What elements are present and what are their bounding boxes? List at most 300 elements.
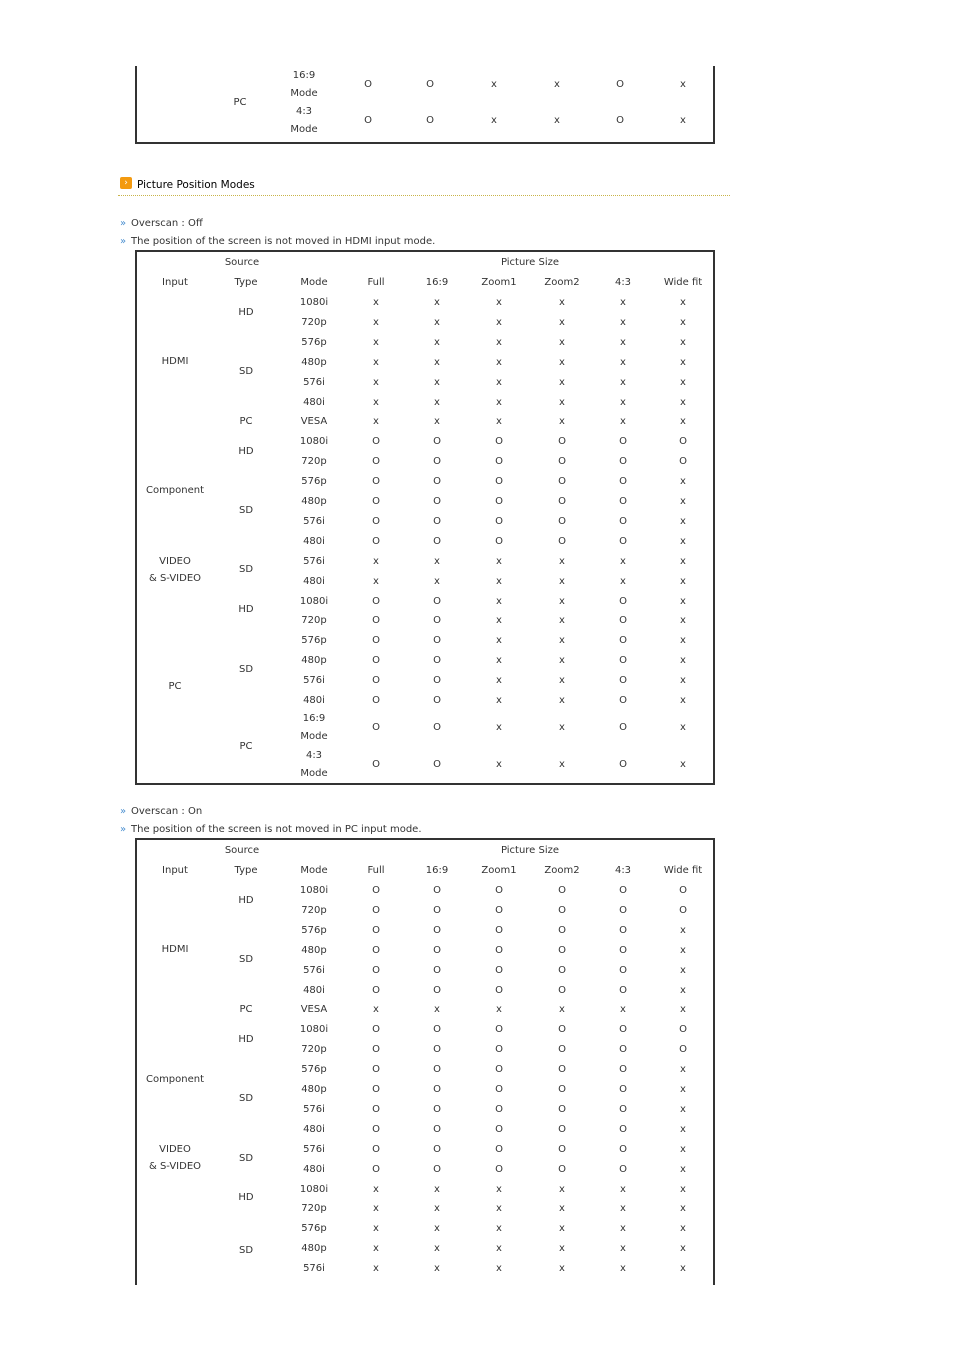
value-cell: x bbox=[620, 1223, 626, 1235]
value-cell: O bbox=[619, 655, 627, 667]
value-cell: O bbox=[426, 79, 434, 90]
value-cell: O bbox=[558, 456, 566, 468]
value-cell: x bbox=[373, 1263, 379, 1275]
type-header: Type bbox=[234, 865, 258, 876]
input-header: Input bbox=[162, 865, 188, 876]
mode-cell: 16:9 bbox=[302, 713, 326, 724]
value-cell: O bbox=[495, 1084, 503, 1095]
mode-cell: 480p bbox=[301, 356, 327, 368]
value-cell: O bbox=[372, 695, 380, 706]
double-chevron-icon: » bbox=[120, 824, 127, 835]
value-cell: x bbox=[680, 1263, 686, 1275]
value-cell: x bbox=[680, 396, 686, 408]
value-cell: O bbox=[495, 924, 503, 936]
value-cell: x bbox=[680, 759, 686, 770]
value-cell: O bbox=[433, 1163, 441, 1175]
mode-cell: 1080i bbox=[299, 1024, 329, 1036]
value-cell: O bbox=[679, 885, 687, 896]
value-cell: x bbox=[434, 336, 440, 348]
value-cell: x bbox=[680, 964, 686, 976]
value-cell: O bbox=[495, 1024, 503, 1036]
mode-cell: 480i bbox=[303, 695, 325, 706]
picture-size-col-header: 4:3 bbox=[614, 865, 632, 876]
value-cell: x bbox=[434, 1183, 440, 1195]
value-cell: x bbox=[373, 1004, 379, 1016]
mode-cell: 720p bbox=[301, 316, 327, 328]
mode-cell: 480i bbox=[303, 575, 325, 587]
value-cell: x bbox=[620, 1203, 626, 1215]
value-cell: O bbox=[619, 595, 627, 607]
type-cell: PC bbox=[239, 741, 253, 752]
mode-cell: 720p bbox=[301, 1044, 327, 1056]
value-cell: O bbox=[619, 1103, 627, 1115]
input-cell: PC bbox=[168, 681, 182, 692]
value-cell: x bbox=[620, 376, 626, 388]
type-cell: SD bbox=[238, 564, 254, 575]
value-cell: x bbox=[620, 416, 626, 428]
value-cell: x bbox=[434, 416, 440, 428]
picture-size-col-header: Full bbox=[367, 865, 385, 876]
value-cell: O bbox=[558, 904, 566, 916]
mode-cell: 576i bbox=[303, 1143, 325, 1155]
value-cell: O bbox=[433, 675, 441, 687]
type-cell: HD bbox=[238, 604, 254, 615]
value-cell: O bbox=[372, 944, 380, 956]
value-cell: x bbox=[559, 376, 565, 388]
overscan-on-description: » The position of the screen is not moved in PC input mode. bbox=[120, 824, 422, 835]
value-cell: O bbox=[619, 456, 627, 468]
value-cell: O bbox=[558, 476, 566, 488]
value-cell: x bbox=[373, 356, 379, 368]
value-cell: O bbox=[616, 115, 624, 126]
value-cell: O bbox=[433, 496, 441, 507]
mode-cell: 576p bbox=[301, 476, 327, 488]
input-cell: PC bbox=[233, 97, 247, 108]
value-cell: x bbox=[496, 655, 502, 667]
value-cell: O bbox=[558, 964, 566, 976]
value-cell: x bbox=[496, 297, 502, 308]
pc-table-fragment bbox=[135, 66, 715, 144]
value-cell: x bbox=[496, 1004, 502, 1016]
mode-cell: 720p bbox=[301, 456, 327, 468]
value-cell: x bbox=[491, 79, 497, 90]
picture-size-col-header: Wide fit bbox=[663, 865, 703, 876]
value-cell: x bbox=[680, 655, 686, 667]
value-cell: O bbox=[619, 476, 627, 488]
value-cell: x bbox=[680, 555, 686, 567]
value-cell: O bbox=[495, 944, 503, 956]
chevron-right-icon: › bbox=[120, 177, 132, 189]
value-cell: x bbox=[559, 1183, 565, 1195]
value-cell: x bbox=[434, 297, 440, 308]
value-cell: x bbox=[680, 1203, 686, 1215]
value-cell: x bbox=[496, 396, 502, 408]
mode-cell: 720p bbox=[301, 1203, 327, 1215]
value-cell: x bbox=[496, 575, 502, 587]
overscan-on-table bbox=[135, 838, 715, 1285]
value-cell: x bbox=[496, 416, 502, 428]
type-cell: SD bbox=[238, 954, 254, 965]
value-cell: O bbox=[364, 79, 372, 90]
value-cell: x bbox=[559, 336, 565, 348]
value-cell: O bbox=[433, 695, 441, 706]
value-cell: O bbox=[558, 1123, 566, 1135]
value-cell: x bbox=[620, 336, 626, 348]
mode-cell: Mode bbox=[290, 124, 318, 135]
value-cell: O bbox=[679, 1044, 687, 1056]
value-cell: x bbox=[496, 759, 502, 770]
value-cell: x bbox=[680, 575, 686, 587]
value-cell: O bbox=[558, 436, 566, 448]
value-cell: O bbox=[619, 1064, 627, 1076]
value-cell: x bbox=[434, 356, 440, 368]
value-cell: x bbox=[680, 1064, 686, 1076]
value-cell: x bbox=[680, 615, 686, 627]
type-cell: PC bbox=[239, 1004, 253, 1015]
value-cell: x bbox=[559, 1263, 565, 1275]
value-cell: x bbox=[680, 924, 686, 936]
value-cell: O bbox=[433, 759, 441, 770]
mode-cell: 480p bbox=[301, 496, 327, 507]
value-cell: O bbox=[433, 944, 441, 956]
input-cell: Component bbox=[145, 485, 205, 496]
picture-size-col-header: Zoom2 bbox=[544, 865, 580, 876]
value-cell: x bbox=[680, 722, 686, 733]
value-cell: x bbox=[680, 297, 686, 308]
value-cell: O bbox=[433, 595, 441, 607]
value-cell: O bbox=[558, 496, 566, 507]
value-cell: O bbox=[495, 1103, 503, 1115]
value-cell: x bbox=[559, 316, 565, 328]
value-cell: x bbox=[559, 595, 565, 607]
value-cell: O bbox=[433, 1064, 441, 1076]
input-cell: HDMI bbox=[161, 944, 189, 955]
value-cell: O bbox=[558, 885, 566, 896]
value-cell: O bbox=[372, 1044, 380, 1056]
value-cell: x bbox=[434, 316, 440, 328]
value-cell: x bbox=[496, 1243, 502, 1255]
value-cell: O bbox=[433, 904, 441, 916]
value-cell: O bbox=[495, 1044, 503, 1056]
value-cell: O bbox=[372, 722, 380, 733]
type-cell: SD bbox=[238, 664, 254, 675]
value-cell: O bbox=[372, 1064, 380, 1076]
value-cell: O bbox=[619, 885, 627, 896]
value-cell: x bbox=[496, 555, 502, 567]
type-cell: SD bbox=[238, 366, 254, 377]
value-cell: x bbox=[620, 356, 626, 368]
value-cell: O bbox=[372, 456, 380, 468]
value-cell: O bbox=[619, 1044, 627, 1056]
value-cell: O bbox=[558, 1163, 566, 1175]
value-cell: x bbox=[496, 1203, 502, 1215]
value-cell: x bbox=[680, 115, 686, 126]
value-cell: x bbox=[680, 79, 686, 90]
mode-cell: 480p bbox=[301, 944, 327, 956]
value-cell: x bbox=[434, 1203, 440, 1215]
picture-size-col-header: 16:9 bbox=[425, 865, 449, 876]
mode-cell: 576i bbox=[303, 555, 325, 567]
overscan-off-description: » The position of the screen is not moved in HDMI input mode. bbox=[120, 236, 436, 247]
value-cell: O bbox=[433, 964, 441, 976]
value-cell: x bbox=[496, 595, 502, 607]
value-cell: O bbox=[372, 1143, 380, 1155]
value-cell: x bbox=[680, 1084, 686, 1095]
value-cell: x bbox=[680, 1103, 686, 1115]
value-cell: x bbox=[496, 695, 502, 706]
value-cell: O bbox=[619, 635, 627, 647]
value-cell: x bbox=[559, 416, 565, 428]
value-cell: x bbox=[620, 555, 626, 567]
value-cell: O bbox=[495, 535, 503, 547]
value-cell: O bbox=[433, 1044, 441, 1056]
value-cell: O bbox=[433, 635, 441, 647]
value-cell: x bbox=[680, 336, 686, 348]
value-cell: O bbox=[433, 924, 441, 936]
value-cell: O bbox=[679, 456, 687, 468]
type-cell: HD bbox=[238, 446, 254, 457]
value-cell: O bbox=[433, 456, 441, 468]
value-cell: O bbox=[616, 79, 624, 90]
section-title: Picture Position Modes bbox=[137, 179, 255, 191]
mode-cell: 480p bbox=[301, 655, 327, 667]
value-cell: x bbox=[559, 356, 565, 368]
mode-cell: 576i bbox=[303, 675, 325, 687]
picture-size-col-header: 16:9 bbox=[425, 277, 449, 288]
mode-cell: VESA bbox=[300, 1004, 328, 1016]
value-cell: x bbox=[620, 575, 626, 587]
value-cell: O bbox=[619, 1163, 627, 1175]
value-cell: x bbox=[559, 297, 565, 308]
value-cell: x bbox=[373, 575, 379, 587]
value-cell: O bbox=[495, 496, 503, 507]
value-cell: O bbox=[372, 515, 380, 527]
source-header: Source bbox=[224, 257, 260, 268]
value-cell: O bbox=[433, 476, 441, 488]
mode-cell: 576p bbox=[301, 1223, 327, 1235]
value-cell: x bbox=[680, 356, 686, 368]
mode-header: Mode bbox=[300, 865, 328, 876]
value-cell: x bbox=[680, 1223, 686, 1235]
value-cell: O bbox=[372, 904, 380, 916]
value-cell: x bbox=[559, 655, 565, 667]
picture-size-header: Picture Size bbox=[500, 845, 560, 856]
mode-cell: Mode bbox=[290, 88, 318, 99]
value-cell: x bbox=[434, 376, 440, 388]
value-cell: O bbox=[495, 964, 503, 976]
value-cell: x bbox=[434, 1004, 440, 1016]
value-cell: x bbox=[559, 555, 565, 567]
section-heading bbox=[118, 177, 730, 196]
value-cell: O bbox=[364, 115, 372, 126]
value-cell: O bbox=[372, 535, 380, 547]
value-cell: x bbox=[559, 1004, 565, 1016]
value-cell: O bbox=[433, 1024, 441, 1036]
value-cell: x bbox=[680, 316, 686, 328]
mode-cell: 1080i bbox=[299, 297, 329, 308]
value-cell: x bbox=[680, 1143, 686, 1155]
value-cell: O bbox=[495, 1123, 503, 1135]
value-cell: x bbox=[559, 1223, 565, 1235]
value-cell: O bbox=[433, 1143, 441, 1155]
value-cell: x bbox=[620, 1243, 626, 1255]
type-cell: SD bbox=[238, 505, 254, 516]
picture-size-col-header: Zoom2 bbox=[544, 277, 580, 288]
picture-size-col-header: 4:3 bbox=[614, 277, 632, 288]
mode-cell: 720p bbox=[301, 904, 327, 916]
value-cell: O bbox=[558, 1024, 566, 1036]
value-cell: x bbox=[680, 695, 686, 706]
mode-cell: 4:3 bbox=[295, 106, 313, 117]
mode-cell: 576i bbox=[303, 1103, 325, 1115]
value-cell: O bbox=[426, 115, 434, 126]
value-cell: O bbox=[372, 476, 380, 488]
type-cell: SD bbox=[238, 1153, 254, 1164]
picture-size-col-header: Wide fit bbox=[663, 277, 703, 288]
type-cell: HD bbox=[238, 307, 254, 318]
input-cell: VIDEO bbox=[159, 556, 191, 567]
value-cell: O bbox=[558, 1084, 566, 1095]
value-cell: x bbox=[373, 1183, 379, 1195]
value-cell: O bbox=[619, 695, 627, 706]
value-cell: x bbox=[559, 1243, 565, 1255]
mode-cell: 1080i bbox=[299, 595, 329, 607]
value-cell: O bbox=[495, 885, 503, 896]
value-cell: x bbox=[559, 675, 565, 687]
value-cell: O bbox=[372, 759, 380, 770]
value-cell: x bbox=[434, 555, 440, 567]
value-cell: O bbox=[372, 1084, 380, 1095]
value-cell: O bbox=[558, 1103, 566, 1115]
input-cell: VIDEO bbox=[159, 1144, 191, 1155]
value-cell: x bbox=[373, 336, 379, 348]
value-cell: O bbox=[619, 924, 627, 936]
value-cell: x bbox=[373, 396, 379, 408]
value-cell: x bbox=[680, 1163, 686, 1175]
value-cell: O bbox=[433, 1084, 441, 1095]
input-header: Input bbox=[162, 277, 188, 288]
input-cell: & S-VIDEO bbox=[148, 573, 202, 584]
value-cell: x bbox=[559, 759, 565, 770]
mode-cell: 576p bbox=[301, 635, 327, 647]
value-cell: O bbox=[372, 1163, 380, 1175]
value-cell: O bbox=[433, 436, 441, 448]
overscan-off-table bbox=[135, 250, 715, 785]
value-cell: x bbox=[496, 615, 502, 627]
value-cell: x bbox=[373, 297, 379, 308]
value-cell: O bbox=[619, 615, 627, 627]
mode-cell: 480i bbox=[303, 396, 325, 408]
value-cell: O bbox=[372, 924, 380, 936]
value-cell: x bbox=[434, 1243, 440, 1255]
input-cell: HDMI bbox=[161, 356, 189, 367]
value-cell: x bbox=[373, 1203, 379, 1215]
value-cell: O bbox=[558, 1044, 566, 1056]
value-cell: O bbox=[372, 436, 380, 448]
value-cell: O bbox=[495, 1143, 503, 1155]
value-cell: x bbox=[434, 575, 440, 587]
picture-size-col-header: Zoom1 bbox=[481, 865, 517, 876]
mode-cell: VESA bbox=[300, 416, 328, 428]
value-cell: O bbox=[558, 944, 566, 956]
mode-cell: 576i bbox=[303, 1263, 325, 1275]
mode-cell: 480i bbox=[303, 984, 325, 996]
double-chevron-icon: » bbox=[120, 806, 127, 817]
double-chevron-icon: » bbox=[120, 236, 127, 247]
value-cell: O bbox=[679, 1024, 687, 1036]
mode-cell: 480i bbox=[303, 1163, 325, 1175]
value-cell: x bbox=[496, 1183, 502, 1195]
value-cell: x bbox=[620, 297, 626, 308]
type-cell: PC bbox=[239, 416, 253, 427]
mode-cell: Mode bbox=[300, 768, 328, 779]
value-cell: O bbox=[558, 535, 566, 547]
picture-size-col-header: Full bbox=[367, 277, 385, 288]
value-cell: O bbox=[619, 436, 627, 448]
value-cell: x bbox=[620, 396, 626, 408]
overscan-off-note: » Overscan : Off bbox=[120, 218, 203, 229]
value-cell: x bbox=[373, 1243, 379, 1255]
value-cell: x bbox=[496, 1223, 502, 1235]
value-cell: x bbox=[559, 635, 565, 647]
mode-cell: 576p bbox=[301, 924, 327, 936]
value-cell: x bbox=[620, 1263, 626, 1275]
value-cell: x bbox=[680, 984, 686, 996]
value-cell: O bbox=[433, 535, 441, 547]
value-cell: O bbox=[619, 496, 627, 507]
value-cell: x bbox=[491, 115, 497, 126]
value-cell: O bbox=[433, 984, 441, 996]
value-cell: O bbox=[372, 595, 380, 607]
value-cell: x bbox=[680, 675, 686, 687]
value-cell: O bbox=[372, 1024, 380, 1036]
value-cell: O bbox=[679, 436, 687, 448]
overscan-on-note: » Overscan : On bbox=[120, 806, 203, 817]
mode-cell: 480p bbox=[301, 1084, 327, 1095]
value-cell: x bbox=[680, 1183, 686, 1195]
value-cell: O bbox=[433, 1103, 441, 1115]
value-cell: O bbox=[372, 1123, 380, 1135]
picture-size-header: Picture Size bbox=[500, 257, 560, 268]
double-chevron-icon: » bbox=[120, 218, 127, 229]
value-cell: x bbox=[559, 396, 565, 408]
value-cell: x bbox=[434, 1263, 440, 1275]
value-cell: O bbox=[619, 944, 627, 956]
value-cell: x bbox=[680, 496, 686, 507]
type-cell: HD bbox=[238, 895, 254, 906]
value-cell: x bbox=[680, 635, 686, 647]
value-cell: O bbox=[619, 1024, 627, 1036]
type-cell: HD bbox=[238, 1192, 254, 1203]
mode-cell: 480p bbox=[301, 1243, 327, 1255]
value-cell: O bbox=[433, 1123, 441, 1135]
type-cell: HD bbox=[238, 1034, 254, 1045]
value-cell: x bbox=[559, 695, 565, 706]
mode-header: Mode bbox=[300, 277, 328, 288]
value-cell: x bbox=[680, 515, 686, 527]
value-cell: O bbox=[372, 655, 380, 667]
value-cell: O bbox=[558, 984, 566, 996]
value-cell: x bbox=[496, 675, 502, 687]
value-cell: x bbox=[680, 595, 686, 607]
value-cell: O bbox=[619, 535, 627, 547]
value-cell: O bbox=[495, 515, 503, 527]
value-cell: x bbox=[496, 316, 502, 328]
value-cell: x bbox=[373, 1223, 379, 1235]
value-cell: x bbox=[680, 1243, 686, 1255]
value-cell: O bbox=[372, 984, 380, 996]
value-cell: O bbox=[679, 904, 687, 916]
